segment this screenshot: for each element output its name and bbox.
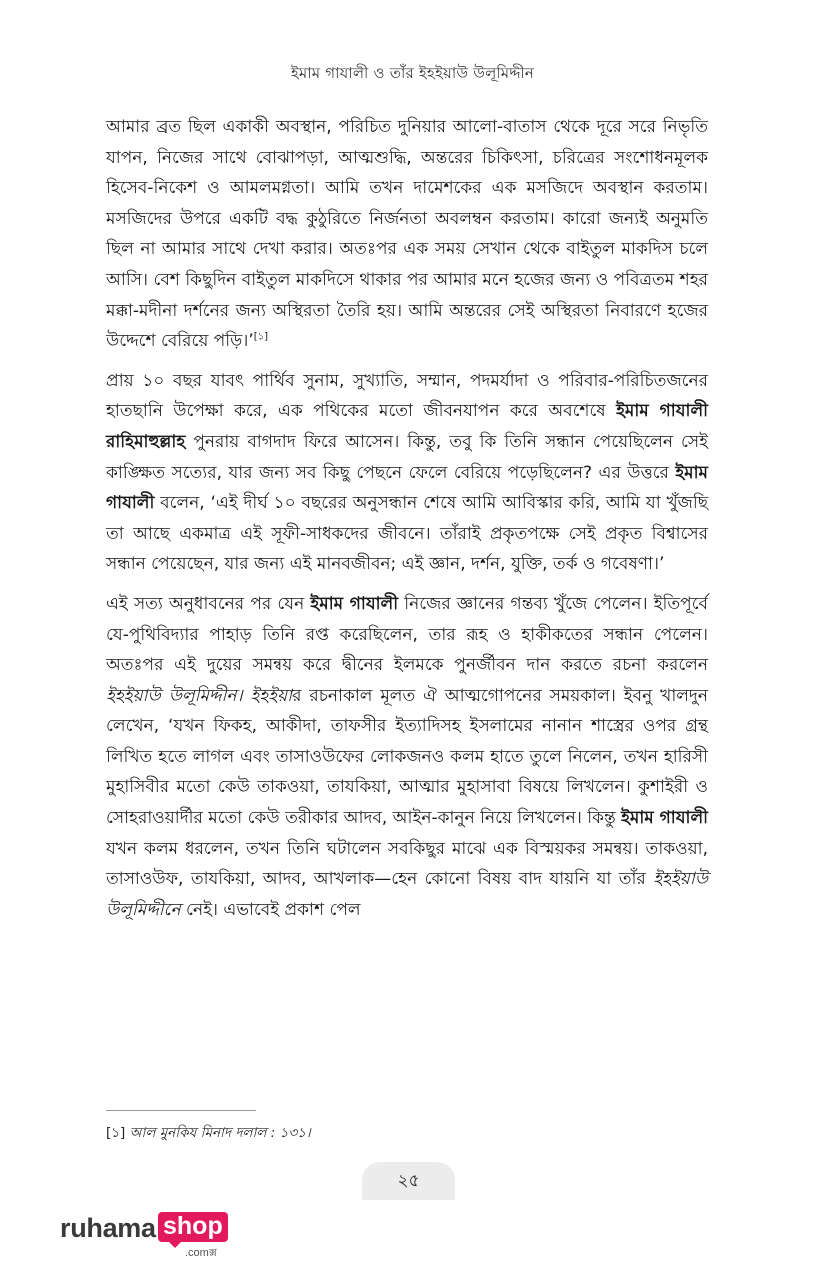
running-title: ইমাম গাযালী ও তাঁর ইহইয়াউ উলূমিদ্দীন	[290, 64, 535, 82]
paragraph-2-text: প্রায় ১০ বছর যাবৎ পার্থিব সুনাম, সুখ্যাতি, সম্মান, পদমর্যাদা ও পরিবার-পরিচিতজনের হাতছানি উপেক্ষা করে, এক পথিকের মতো জীবনযাপন করে অবশেষে	[106, 370, 708, 422]
paragraph-3-text: নেই। এভাবেই প্রকাশ পেল	[180, 899, 361, 920]
paragraph-1-text: আমার ব্রত ছিল একাকী অবস্থান, পরিচিত দুনিয়ার আলো-বাতাস থেকে দূরে সরে নিভৃতি যাপন, নিজের সাথে বোঝাপড়া, আত্মশুদ্ধি, অন্তরের চিকিৎসা, চরিত্রের সংশোধনমূলক হিসেব-নিকেশ ও আমলমগ্নতা। আমি তখন দামেশকের এক মসজিদে অবস্থান করতাম। মসজিদের উপরে একটি বদ্ধ কুঠুরিতে নির্জনতা অবলম্বন করতাম। কারো জন্যই অনুমতি ছিল না আমার সাথে দেখা করার। অতঃপর এক সময় সেখান থেকে বাইতুল মাকদিস চলে আসি। বেশ কিছুদিন বাইতুল মাকদিসে থাকার পর আমার মনে হজের জন্য ও পবিত্রতম শহর মক্কা-মদীনা দর্শনের জন্য অস্থিরতা তৈরি হয়। আমি অন্তরের সেই অস্থিরতা নিবারণে হজের উদ্দেশে বেরিয়ে পড়ি।’	[106, 117, 708, 352]
logo-wordmark-left: ruhama	[60, 1213, 156, 1243]
footnote	[106, 1122, 708, 1145]
main-text	[106, 112, 708, 934]
page-number: ২৫	[362, 1162, 455, 1200]
paragraph-3-text: নিজের জ্ঞানের গন্তব্য খুঁজে পেলেন। ইতিপূর্বে যে-পুথিবিদ্যার পাহাড় তিনি রপ্ত করেছিলেন, তার রূহ ও হাকীকতের সন্ধান পেলেন। অতঃপর এই দুয়ের সমন্বয় করে দ্বীনের ইলমকে পুনর্জীবন দান করতে রচনা করলেন	[106, 593, 708, 676]
paragraph-2-text: পুনরায় বাগদাদ ফিরে আসেন। কিন্তু, তবু কি তিনি সন্ধান পেয়েছিলেন সেই কাঙ্ক্ষিত সত্যের, যার জন্য সব কিছু পেছনে ফেলে বেরিয়ে পড়েছিলেন? এর উত্তরে	[106, 431, 708, 483]
paragraph-1	[106, 112, 708, 357]
paragraph-3-text: র রচনাকাল মূলত ঐ আত্মগোপনের সময়কাল। ইবনু খালদুন লেখেন, ‘যখন ফিকহ, আকীদা, তাফসীর ইত্যাদিসহ ইসলামের নানান শাস্ত্রের ওপর গ্রন্থ লিখিত হতে লাগল এবং তাসাওউফের লোকজনও কলম হাতে তুলে নিলেন, তখন হারিসী মুহাসিবীর মতো কেউ তাকওয়া, তাযকিয়া, আত্মার মুহাসাবা বিষয়ে লিখলেন। কুশাইরী ও সোহরাওয়ার্দীর মতো কেউ তরীকার আদব, আইন-কানুন নিয়ে লিখলেন। কিন্তু	[106, 685, 708, 829]
footnote-divider	[106, 1110, 256, 1111]
logo-wordmark-right: shop	[158, 1212, 228, 1242]
logo-domain: .comক্স	[185, 1247, 217, 1259]
footnote-marker: [১]	[106, 1125, 126, 1141]
person-name-bold: ইমাম গাযালী	[310, 593, 399, 614]
book-title-italic: ইহইয়াউ উলূমিদ্দীন।	[106, 685, 243, 706]
paragraph-2	[106, 366, 708, 580]
paragraph-2-text: বলেন, ‘এই দীর্ঘ ১০ বছরের অনুসন্ধান শেষে আমি আবিস্কার করি, আমি যা খুঁজছি তা আছে একমাত্র এই সূফী-সাধকদের জীবনে। তাঁরাই প্রকৃতপক্ষে সেই প্রকৃত বিশ্বাসের সন্ধান পেয়েছেন, যার জন্য এই মানবজীবন; এই জ্ঞান, দর্শন, যুক্তি, তর্ক ও গবেষণা।’	[106, 493, 708, 575]
footnote-reference[interactable]: [১]	[253, 331, 269, 343]
book-title-italic: ইহইয়া	[250, 685, 293, 706]
speech-bubble-tail-icon	[168, 1241, 182, 1248]
person-name-bold: ইমাম গাযালী	[621, 808, 708, 829]
footnote-text: আল মুনকিয মিনাদ দলাল : ১৩১।	[129, 1125, 311, 1141]
book-title-italic: ইহইয়াউ উলূমিদ্দীনে	[106, 869, 708, 920]
paragraph-3-text: যখন কলম ধরলেন, তখন তিনি ঘটালেন সবকিছুর মাঝে এক বিস্ময়কর সমন্বয়। তাকওয়া, তাসাওউফ, তাযকিয়া, আদব, আখলাক—হেন কোনো বিষয় বাদ যায়নি যা তাঁর	[106, 838, 708, 890]
paragraph-3	[106, 589, 708, 926]
paragraph-3-text: এই সত্য অনুধাবনের পর যেন	[106, 593, 311, 614]
paragraph-3-text	[243, 686, 251, 706]
person-name-bold: ইমাম গাযালী	[106, 462, 708, 514]
person-name-bold: ইমাম গাযালী রাহিমাহুল্লাহ	[106, 401, 708, 452]
